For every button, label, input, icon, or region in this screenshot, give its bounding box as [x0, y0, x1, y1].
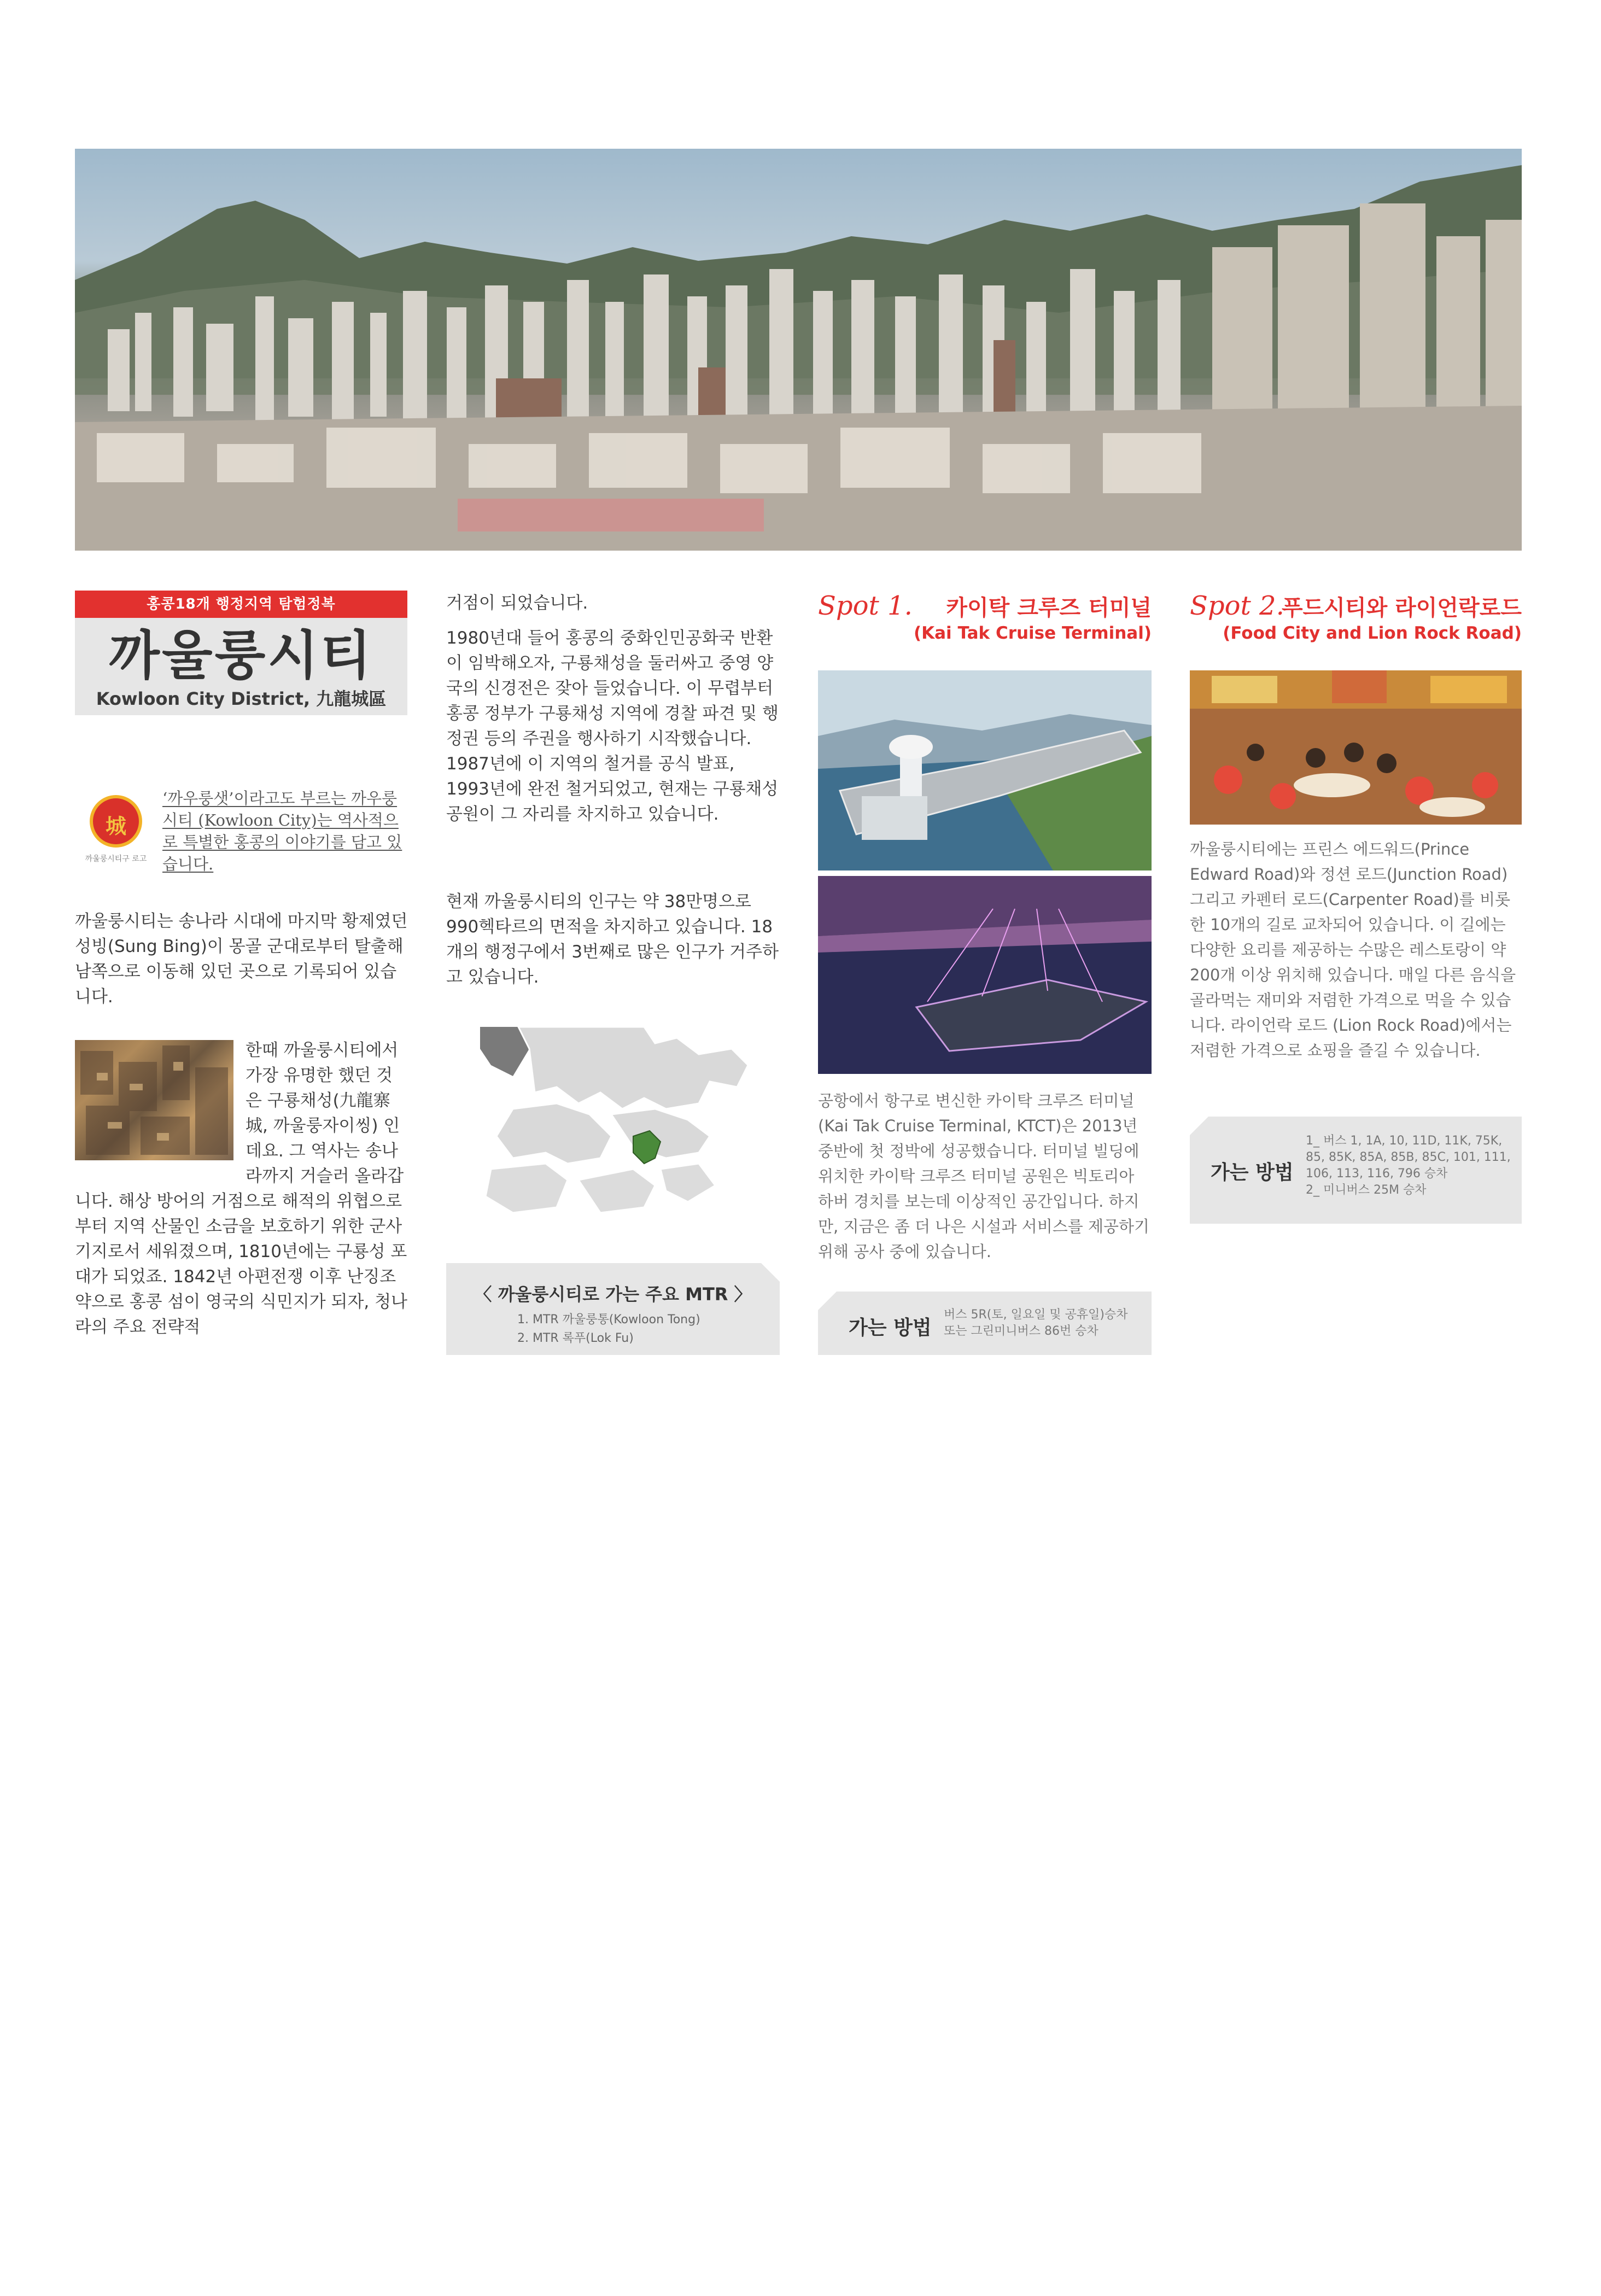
column-spot-1 — [818, 591, 1152, 1339]
box-corner — [761, 1263, 780, 1282]
map-illustration — [480, 1027, 748, 1224]
district-logo — [75, 795, 157, 864]
spot-2-description: 까울룽시티에는 프린스 에드워드(Prince Edward Road)와 정션 로드(Junction Road) 그리고 카펜터 로드(Carpenter Road)를 비롯한 10개의 길로 교차되어 있습니다. 이 길에는 다양한 요리를 제공하는 수많은 레스토랑이 약 200개 이상 위치해 있습니다. 매일 다른 음식을 골라먹는 재미와 저렴한 가격으로 먹을 수 있습니다. 라이언락 로드 (Lion Rock Road)에서는 저렴한 가격으로 쇼핑을 즐길 수 있습니다. — [1190, 840, 1516, 1060]
directions-line: 버스 5R(토, 일요일 및 공휴일)승차 — [944, 1308, 1128, 1322]
column-spot-2 — [1190, 591, 1522, 1197]
column-district-intro — [75, 591, 408, 1337]
food-city-restaurant-photo — [1190, 670, 1522, 825]
directions-text — [944, 1307, 1146, 1340]
mtr-station-item: 1. MTR 까울룽통(Kowloon Tong) — [517, 1313, 700, 1327]
paragraph-walled-city — [75, 1038, 408, 1340]
skyline-illustration — [75, 149, 1522, 551]
paragraph-population: 현재 까울룽시티의 인구는 약 38만명으로 990헥타르의 면적을 차지하고 있습니다. 18개의 행정구에서 3번째로 많은 인구가 거주하고 있습니다. — [446, 892, 779, 987]
paragraph-1980s: 1980년대 들어 홍콩의 중화인민공화국 반환이 임박해오자, 구룡채성을 둘러싸고 중영 양국의 신경전은 잦아 들었습니다. 이 무렵부터 홍콩 정부가 구룡채성 지역에 경찰 파견 및 행정권 등의 주권을 행사하기 시작했습니다. 1987년에 이 지역의 철거를 공식 발표, 1993년에 완전 철거되었고, 현재는 구룡채성 공원이 그 자리를 차지하고 있습니다. — [446, 628, 779, 824]
intro-text: ‘까우룽샛’이라고도 부르는 까우룽시티 (Kowloon City)는 역사적으로 특별한 홍콩의 이야기를 담고 있습니다. — [162, 789, 402, 873]
spot-1-subtitle: (Kai Tak Cruise Terminal) — [913, 623, 1152, 643]
spot-1-heading — [818, 591, 1152, 651]
hong-kong-district-map — [480, 1027, 748, 1224]
mtr-info-box — [446, 1263, 780, 1355]
spot-1-title: 카이탁 크루즈 터미널 — [946, 595, 1152, 621]
hero-photo-kowloon-skyline — [75, 149, 1522, 551]
walled-city-photo — [75, 1040, 233, 1160]
mtr-heading: 〈 까울룽시티로 가는 주요 MTR 〉 — [474, 1284, 752, 1305]
paragraph-continued: 거점이 되었습니다. — [446, 593, 588, 613]
paragraph-history-1: 까울룽시티는 송나라 시대에 마지막 황제였던 성빙(Sung Bing)이 몽골 군대로부터 탈출해 남쪽으로 이동해 있던 곳으로 기록되어 있습니다. — [75, 912, 408, 1007]
paragraph-history-2: 한때 까울룽시티에서 가장 유명한 했던 것은 구룡채성(九龍寨城, 까울룽자이씽) 인데요. 그 역사는 송나라까지 거슬러 올라갑니다. 해상 방어의 거점으로 해적의 위협으로부터 지역 산물인 소금을 보호하기 위한 군사기지로서 세워졌으며, 1810년에는 구룡성 포대가 되었죠. 1842년 아편전쟁 이후 난징조약으로 홍콩 섬이 영국의 식민지가 되자, 청나라의 주요 전략적 — [75, 1041, 408, 1337]
directions-line: 1_ 버스 1, 1A, 10, 11D, 11K, 75K, 85, 85K, 85A, 85B, 85C, 101, 111, 106, 113, 116, 796 승차 — [1306, 1134, 1511, 1181]
cruise-terminal-night-photo — [818, 876, 1152, 1074]
district-title-english: Kowloon City District, 九龍城區 — [96, 688, 387, 709]
directions-line: 2_ 미니버스 25M 승차 — [1306, 1183, 1427, 1197]
spot-2-script-label: Spot 2. — [1190, 591, 1284, 621]
box-corner — [1190, 1117, 1208, 1135]
title-box — [75, 618, 407, 715]
cruise-terminal-day-photo — [818, 670, 1152, 871]
box-corner — [818, 1292, 837, 1310]
spot-1-description: 공항에서 항구로 변신한 카이탁 크루즈 터미널 (Kai Tak Cruise Terminal, KTCT)은 2013년 중반에 첫 정박에 성공했습니다. 터미널 빌딩에 위치한 카이탁 크루즈 터미널 공원은 빅토리아 하버 경치를 보는데 이상적인 공간입니다. 하지만, 지금은 좀 더 나은 시설과 서비스를 제공하기 위해 공사 중에 있습니다. — [818, 1091, 1150, 1261]
spot-2-title: 푸드시티와 라이언락로드 — [1282, 595, 1522, 621]
district-emblem-icon — [90, 795, 142, 848]
spot-1-directions-box — [818, 1292, 1152, 1355]
spot-1-script-label: Spot 1. — [818, 591, 913, 621]
directions-label: 가는 방법 — [849, 1317, 932, 1339]
emblem-glyph: 城 — [105, 814, 126, 838]
mtr-station-item: 2. MTR 록푸(Lok Fu) — [517, 1331, 634, 1345]
logo-caption: 까울룽시티구 로고 — [85, 855, 147, 863]
directions-line: 또는 그린미니버스 86번 승차 — [944, 1324, 1099, 1338]
spot-2-directions-box — [1190, 1117, 1522, 1224]
header-tag: 홍콩18개 행정지역 탐험정복 — [75, 591, 407, 618]
spot-2-heading — [1190, 591, 1522, 651]
district-title-korean: 까울룽시티 — [109, 625, 373, 686]
spot-2-subtitle: (Food City and Lion Rock Road) — [1223, 623, 1522, 643]
directions-label: 가는 방법 — [1211, 1161, 1294, 1184]
directions-text — [1306, 1133, 1514, 1199]
